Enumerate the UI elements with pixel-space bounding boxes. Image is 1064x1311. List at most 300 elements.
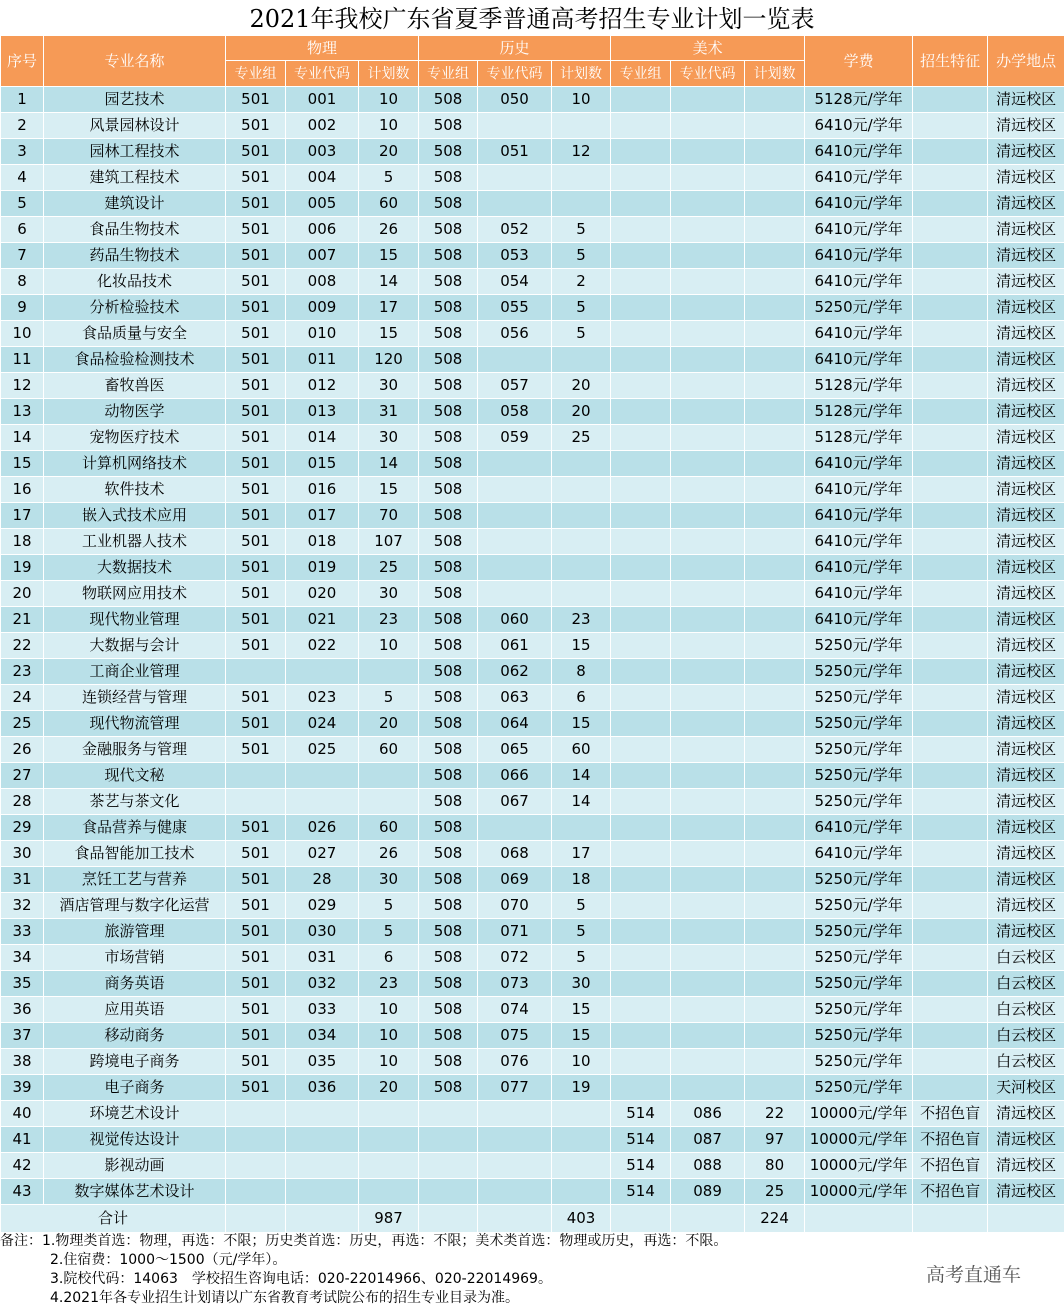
physics-group-cell: 501 [226,919,286,945]
physics-group-cell: 501 [226,113,286,139]
feature-cell [913,503,988,529]
history-group-cell: 508 [419,815,478,841]
physics-group-cell: 501 [226,1049,286,1075]
art-code-cell [671,477,745,503]
tuition-cell: 6410元/学年 [805,269,913,295]
art-code-cell [671,347,745,373]
tuition-cell: 6410元/学年 [805,165,913,191]
physics-plan-cell: 30 [359,425,419,451]
table-row [1,1101,1064,1127]
art-plan-cell: 97 [745,1127,805,1153]
physics-code-cell: 023 [286,685,359,711]
art-plan-cell [745,789,805,815]
header-physics-group: 专业组 [226,61,286,87]
art-group-cell [611,893,671,919]
seq-cell: 30 [1,841,44,867]
tuition-cell: 5250元/学年 [805,789,913,815]
physics-plan-cell: 5 [359,165,419,191]
history-plan-cell: 8 [552,659,611,685]
header-physics-code: 专业代码 [286,61,359,87]
feature-cell [913,893,988,919]
major-name-cell: 数字媒体艺术设计 [44,1179,226,1205]
art-code-cell [671,763,745,789]
tuition-cell: 5250元/学年 [805,737,913,763]
feature-cell [913,607,988,633]
site-cell: 清远校区 [988,217,1064,243]
history-code-cell: 077 [478,1075,552,1101]
physics-code-cell: 022 [286,633,359,659]
art-code-cell [671,191,745,217]
site-cell: 白云校区 [988,1023,1064,1049]
feature-cell [913,997,988,1023]
major-name-cell: 嵌入式技术应用 [44,503,226,529]
site-cell: 清远校区 [988,529,1064,555]
physics-plan-cell: 10 [359,113,419,139]
seq-cell: 7 [1,243,44,269]
major-name-cell: 茶艺与茶文化 [44,789,226,815]
table-row [1,867,1064,893]
physics-code-cell: 034 [286,1023,359,1049]
physics-plan-cell: 23 [359,971,419,997]
feature-cell [913,1049,988,1075]
site-cell: 清远校区 [988,867,1064,893]
feature-cell [913,139,988,165]
feature-cell [913,373,988,399]
art-group-cell [611,1049,671,1075]
physics-group-cell: 501 [226,1023,286,1049]
art-plan-cell [745,321,805,347]
total-cell [419,1205,478,1233]
history-code-cell: 068 [478,841,552,867]
header-seq: 序号 [1,36,44,87]
art-code-cell [671,919,745,945]
art-plan-cell [745,607,805,633]
history-plan-cell [552,1179,611,1205]
tuition-cell: 6410元/学年 [805,529,913,555]
history-plan-cell [552,451,611,477]
physics-code-cell: 006 [286,217,359,243]
art-plan-cell [745,555,805,581]
physics-code-cell: 021 [286,607,359,633]
art-group-cell [611,399,671,425]
physics-code-cell: 032 [286,971,359,997]
total-row [1,1205,1064,1233]
major-name-cell: 应用英语 [44,997,226,1023]
physics-plan-cell: 14 [359,269,419,295]
history-code-cell: 057 [478,373,552,399]
seq-cell: 19 [1,555,44,581]
art-code-cell [671,711,745,737]
art-plan-cell [745,529,805,555]
history-plan-cell: 15 [552,997,611,1023]
feature-cell [913,711,988,737]
physics-code-cell: 005 [286,191,359,217]
art-plan-cell [745,737,805,763]
feature-cell [913,425,988,451]
table-row [1,763,1064,789]
physics-plan-cell: 20 [359,1075,419,1101]
art-group-cell: 514 [611,1153,671,1179]
note-line: 2.住宿费：1000～1500（元/学年）。 [50,1252,287,1268]
art-group-cell [611,113,671,139]
note-line: 备注：1.物理类首选：物理，再选：不限；历史类首选：历史，再选：不限；美术类首选：物理或历史，再选：不限。 [0,1233,728,1249]
art-code-cell [671,893,745,919]
table-row [1,1179,1064,1205]
seq-cell: 2 [1,113,44,139]
site-cell: 清远校区 [988,191,1064,217]
physics-plan-cell: 120 [359,347,419,373]
art-plan-cell [745,477,805,503]
major-name-cell: 药品生物技术 [44,243,226,269]
history-code-cell: 074 [478,997,552,1023]
history-group-cell [419,1179,478,1205]
seq-cell: 6 [1,217,44,243]
art-plan-cell [745,425,805,451]
seq-cell: 25 [1,711,44,737]
history-code-cell [478,347,552,373]
history-code-cell [478,815,552,841]
header-physics: 物理 [226,36,419,61]
history-group-cell: 508 [419,711,478,737]
major-name-cell: 宠物医疗技术 [44,425,226,451]
history-plan-cell [552,1101,611,1127]
art-code-cell [671,841,745,867]
history-code-cell: 054 [478,269,552,295]
physics-group-cell [226,659,286,685]
major-name-cell: 化妆品技术 [44,269,226,295]
physics-group-cell [226,1101,286,1127]
art-code-cell [671,789,745,815]
physics-group-cell [226,1179,286,1205]
physics-code-cell: 013 [286,399,359,425]
site-cell: 清远校区 [988,893,1064,919]
art-code-cell: 086 [671,1101,745,1127]
table-row [1,1075,1064,1101]
art-group-cell [611,945,671,971]
seq-cell: 23 [1,659,44,685]
header-tuition: 学费 [805,36,913,87]
history-plan-cell [552,529,611,555]
physics-group-cell: 501 [226,269,286,295]
feature-cell [913,191,988,217]
physics-code-cell [286,659,359,685]
major-name-cell: 现代物业管理 [44,607,226,633]
history-plan-cell [552,815,611,841]
tuition-cell: 5250元/学年 [805,763,913,789]
history-group-cell: 508 [419,555,478,581]
feature-cell: 不招色盲 [913,1127,988,1153]
history-group-cell: 508 [419,87,478,113]
art-plan-cell [745,1049,805,1075]
major-name-cell: 园艺技术 [44,87,226,113]
physics-code-cell: 016 [286,477,359,503]
history-plan-cell: 18 [552,867,611,893]
physics-group-cell: 501 [226,243,286,269]
tuition-cell: 5250元/学年 [805,867,913,893]
seq-cell: 41 [1,1127,44,1153]
major-name-cell: 分析检验技术 [44,295,226,321]
physics-code-cell: 035 [286,1049,359,1075]
table-row [1,1049,1064,1075]
major-name-cell: 视觉传达设计 [44,1127,226,1153]
feature-cell [913,347,988,373]
site-cell: 清远校区 [988,555,1064,581]
history-code-cell: 073 [478,971,552,997]
site-cell: 清远校区 [988,243,1064,269]
tuition-cell: 6410元/学年 [805,607,913,633]
major-name-cell: 酒店管理与数字化运营 [44,893,226,919]
history-group-cell: 508 [419,867,478,893]
history-plan-cell [552,581,611,607]
major-name-cell: 大数据与会计 [44,633,226,659]
physics-code-cell: 011 [286,347,359,373]
physics-code-cell: 003 [286,139,359,165]
history-code-cell: 053 [478,243,552,269]
table-row [1,945,1064,971]
history-plan-cell: 60 [552,737,611,763]
history-code-cell [478,1127,552,1153]
total-cell [286,1205,359,1233]
feature-cell [913,451,988,477]
physics-code-cell [286,1127,359,1153]
physics-group-cell: 501 [226,139,286,165]
history-code-cell: 055 [478,295,552,321]
history-code-cell: 061 [478,633,552,659]
tuition-cell: 6410元/学年 [805,113,913,139]
physics-plan-cell [359,1127,419,1153]
notes [0,1232,900,1308]
site-cell: 清远校区 [988,711,1064,737]
physics-plan-cell: 6 [359,945,419,971]
site-cell: 清远校区 [988,503,1064,529]
table-row [1,1127,1064,1153]
major-name-cell: 金融服务与管理 [44,737,226,763]
history-plan-cell: 6 [552,685,611,711]
physics-plan-cell: 25 [359,555,419,581]
art-group-cell [611,373,671,399]
physics-group-cell: 501 [226,477,286,503]
history-group-cell: 508 [419,425,478,451]
art-code-cell [671,451,745,477]
enrollment-plan-table [0,35,1064,1233]
history-plan-cell: 23 [552,607,611,633]
seq-cell: 3 [1,139,44,165]
physics-plan-cell: 15 [359,321,419,347]
history-group-cell: 508 [419,919,478,945]
physics-plan-cell: 30 [359,373,419,399]
physics-plan-cell: 5 [359,685,419,711]
history-plan-cell: 2 [552,269,611,295]
feature-cell [913,789,988,815]
table-row [1,633,1064,659]
header-art: 美术 [611,36,805,61]
physics-group-cell: 501 [226,815,286,841]
history-plan-cell [552,347,611,373]
art-group-cell [611,607,671,633]
physics-code-cell: 008 [286,269,359,295]
physics-group-cell: 501 [226,529,286,555]
physics-plan-cell: 20 [359,711,419,737]
tuition-cell: 6410元/学年 [805,217,913,243]
art-group-cell [611,425,671,451]
major-name-cell: 食品智能加工技术 [44,841,226,867]
art-plan-cell [745,217,805,243]
physics-group-cell: 501 [226,711,286,737]
major-name-cell: 畜牧兽医 [44,373,226,399]
major-name-cell: 商务英语 [44,971,226,997]
physics-group-cell: 501 [226,685,286,711]
major-name-cell: 连锁经营与管理 [44,685,226,711]
tuition-cell: 5250元/学年 [805,893,913,919]
physics-plan-cell [359,659,419,685]
note-line: 4.2021年各专业招生计划请以广东省教育考试院公布的招生专业目录为准。 [50,1290,519,1306]
history-plan-cell: 10 [552,1049,611,1075]
table-row [1,295,1064,321]
tuition-cell: 10000元/学年 [805,1101,913,1127]
site-cell: 清远校区 [988,87,1064,113]
table-row [1,87,1064,113]
history-group-cell: 508 [419,243,478,269]
physics-code-cell [286,1153,359,1179]
header-art-group: 专业组 [611,61,671,87]
art-group-cell [611,269,671,295]
feature-cell [913,269,988,295]
art-code-cell [671,555,745,581]
seq-cell: 22 [1,633,44,659]
major-name-cell: 影视动画 [44,1153,226,1179]
art-code-cell [671,373,745,399]
tuition-cell: 5250元/学年 [805,711,913,737]
table-row [1,659,1064,685]
page-title: 2021年我校广东省夏季普通高考招生专业计划一览表 [249,5,815,33]
physics-code-cell: 014 [286,425,359,451]
art-group-cell [611,1023,671,1049]
seq-cell: 1 [1,87,44,113]
total-cell [226,1205,286,1233]
physics-code-cell: 024 [286,711,359,737]
art-plan-cell [745,269,805,295]
physics-group-cell [226,1153,286,1179]
art-group-cell [611,451,671,477]
header-history-plan: 计划数 [552,61,611,87]
physics-code-cell: 029 [286,893,359,919]
table-row [1,347,1064,373]
art-plan-cell [745,685,805,711]
art-group-cell [611,919,671,945]
tuition-cell: 6410元/学年 [805,243,913,269]
physics-group-cell: 501 [226,633,286,659]
art-code-cell [671,581,745,607]
table-row [1,919,1064,945]
physics-group-cell: 501 [226,321,286,347]
seq-cell: 14 [1,425,44,451]
site-cell: 清远校区 [988,1153,1064,1179]
art-code-cell [671,1075,745,1101]
feature-cell [913,243,988,269]
table-row [1,581,1064,607]
history-code-cell [478,581,552,607]
history-code-cell: 062 [478,659,552,685]
physics-code-cell: 019 [286,555,359,581]
history-code-cell [478,451,552,477]
history-group-cell: 508 [419,659,478,685]
history-group-cell: 508 [419,763,478,789]
art-code-cell [671,607,745,633]
seq-cell: 33 [1,919,44,945]
history-group-cell: 508 [419,945,478,971]
history-group-cell: 508 [419,633,478,659]
history-plan-cell [552,191,611,217]
art-code-cell [671,87,745,113]
art-group-cell [611,295,671,321]
table-row [1,321,1064,347]
art-code-cell [671,659,745,685]
history-plan-cell [552,503,611,529]
total-physics-plan: 987 [359,1205,419,1233]
tuition-cell: 6410元/学年 [805,503,913,529]
art-code-cell [671,295,745,321]
table-body [1,87,1064,1205]
physics-code-cell [286,1179,359,1205]
history-plan-cell: 12 [552,139,611,165]
art-code-cell [671,399,745,425]
art-plan-cell [745,451,805,477]
tuition-cell: 10000元/学年 [805,1179,913,1205]
major-name-cell: 物联网应用技术 [44,581,226,607]
art-group-cell [611,1075,671,1101]
art-group-cell [611,841,671,867]
physics-plan-cell: 23 [359,607,419,633]
art-code-cell [671,867,745,893]
feature-cell [913,841,988,867]
art-code-cell [671,217,745,243]
art-plan-cell [745,919,805,945]
physics-group-cell: 501 [226,87,286,113]
art-code-cell [671,139,745,165]
history-code-cell [478,1153,552,1179]
major-name-cell: 现代物流管理 [44,711,226,737]
seq-cell: 11 [1,347,44,373]
physics-code-cell: 007 [286,243,359,269]
feature-cell [913,1023,988,1049]
history-plan-cell: 5 [552,945,611,971]
seq-cell: 20 [1,581,44,607]
total-art-plan: 224 [745,1205,805,1233]
feature-cell [913,763,988,789]
history-code-cell [478,1179,552,1205]
table-row [1,451,1064,477]
total-history-plan: 403 [552,1205,611,1233]
history-code-cell: 060 [478,607,552,633]
history-code-cell: 076 [478,1049,552,1075]
physics-plan-cell: 17 [359,295,419,321]
seq-cell: 24 [1,685,44,711]
physics-plan-cell: 70 [359,503,419,529]
total-label: 合计 [1,1205,226,1233]
physics-group-cell: 501 [226,581,286,607]
art-group-cell [611,555,671,581]
history-code-cell: 052 [478,217,552,243]
history-code-cell [478,191,552,217]
art-group-cell [611,685,671,711]
major-name-cell: 跨境电子商务 [44,1049,226,1075]
physics-group-cell: 501 [226,425,286,451]
tuition-cell: 6410元/学年 [805,815,913,841]
feature-cell: 不招色盲 [913,1179,988,1205]
tuition-cell: 5250元/学年 [805,685,913,711]
feature-cell [913,321,988,347]
history-plan-cell: 30 [552,971,611,997]
